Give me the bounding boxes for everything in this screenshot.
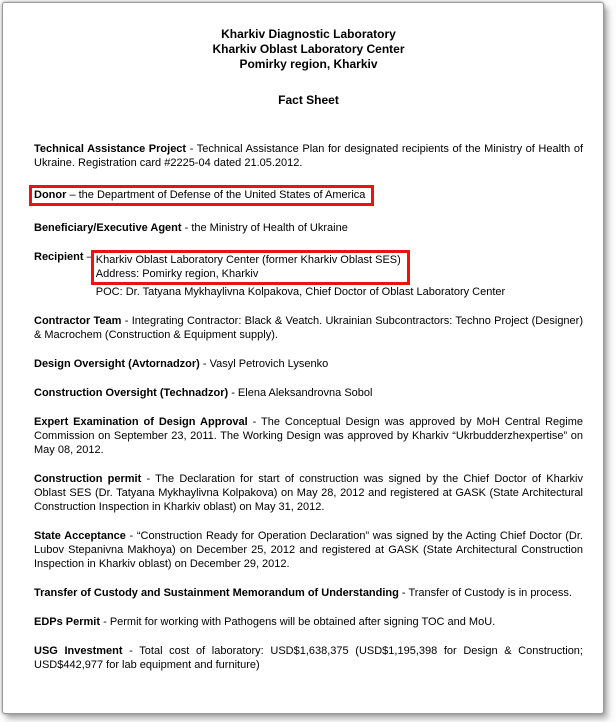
section-construction-oversight [34, 386, 583, 400]
section-separator: – [83, 251, 96, 263]
section-expert-examination [34, 415, 583, 457]
recipient-address: Address: Pomirky region, Kharkiv [95, 268, 259, 280]
recipient-content [96, 250, 583, 299]
section-separator: - [121, 315, 132, 327]
section-label: Expert Examination of Design Approval [34, 416, 248, 428]
section-label-wrap [34, 250, 96, 299]
section-design-oversight [34, 357, 583, 371]
section-text: Transfer of Custody is in process. [408, 587, 572, 599]
section-text: The Declaration for start of construction was signed by the Chief Doctor of Kharkiv Oblast SES (Dr. Tatyana Mykhaylivna Kolpakova) on May 28, 2012 and registered at GASK (State Architectural Construction Inspection in Kharkiv oblast) on May 31, 2012. [34, 473, 583, 513]
highlight-box-recipient [91, 250, 410, 285]
document-title [34, 27, 583, 72]
section-technical-assistance-project [34, 142, 583, 170]
highlight-box-donor [29, 185, 374, 206]
section-text: Technical Assistance Plan for designated recipients of the Ministry of Health of Ukraine. Registration card #2225-04 dated 21.05.2012. [34, 143, 583, 169]
section-separator: - [398, 587, 409, 599]
section-separator: - [125, 530, 137, 542]
section-usg-investment [34, 644, 583, 672]
section-label: EDPs Permit [34, 616, 101, 628]
section-label: Technical Assistance Project [34, 143, 187, 155]
section-separator: - [186, 143, 197, 155]
section-label: State Acceptance [34, 530, 126, 542]
section-label: Design Oversight (Avtornadzor) [34, 358, 200, 370]
section-text: Total cost of laboratory: USD$1,638,375 (USD$1,195,398 for Design & Construction; USD$442,977 for lab equipment and furniture) [34, 645, 583, 671]
title-line-1: Kharkiv Diagnostic Laboratory [221, 27, 396, 41]
section-separator: - [122, 645, 140, 657]
section-text: Permit for working with Pathogens will be obtained after signing TOC and MoU. [109, 616, 496, 628]
title-line-3: Pomirky region, Kharkiv [239, 57, 378, 71]
section-separator: – [66, 189, 79, 201]
document-subtitle: Fact Sheet [278, 93, 339, 107]
section-separator: - [141, 473, 156, 485]
recipient-poc: POC: Dr. Tatyana Mykhaylivna Kolpakova, Chief Doctor of Oblast Laboratory Center [95, 286, 506, 298]
section-text: “Construction Ready for Operation Declaration” was signed by the Acting Chief Doctor (Dr. Lubov Stepanivna Makhoya) on December 25, 2012 and registered at GASK (State Architectural Construction Inspection in Kharkiv oblast) on December 29, 2012. [34, 530, 583, 570]
section-label: USG Investment [34, 645, 123, 657]
section-text: Vasyl Petrovich Lysenko [209, 358, 329, 370]
section-edps-permit [34, 615, 583, 629]
section-separator: - [100, 616, 110, 628]
section-separator: - [247, 416, 262, 428]
recipient-name: Kharkiv Oblast Laboratory Center (former Kharkiv Oblast SES) [95, 254, 401, 266]
section-recipient [34, 250, 583, 299]
section-construction-permit [34, 472, 583, 514]
section-label: Construction permit [34, 473, 142, 485]
section-text: the Department of Defense of the United States of America [78, 189, 366, 201]
section-separator: - [199, 358, 210, 370]
section-label: Beneficiary/Executive Agent [34, 222, 182, 234]
section-donor [34, 185, 583, 206]
section-label: Construction Oversight (Technadzor) [34, 387, 229, 399]
section-text: Elena Aleksandrovna Sobol [237, 387, 373, 399]
section-contractor-team [34, 314, 583, 342]
section-state-acceptance [34, 529, 583, 571]
section-text: Integrating Contractor: Black & Veatch. Ukrainian Subcontractors: Techno Project (Designer) & Macrochem (Construction & Equipment supply). [34, 315, 583, 341]
section-label: Donor [34, 189, 67, 201]
section-label: Contractor Team [34, 315, 122, 327]
section-transfer-of-custody [34, 586, 583, 600]
section-label: Recipient [34, 251, 84, 263]
section-separator: - [181, 222, 192, 234]
title-line-2: Kharkiv Oblast Laboratory Center [212, 42, 405, 56]
document-page [2, 2, 604, 714]
section-label: Transfer of Custody and Sustainment Memorandum of Understanding [34, 587, 399, 599]
section-beneficiary-executive-agent [34, 221, 583, 235]
section-separator: - [228, 387, 238, 399]
section-text: the Ministry of Health of Ukraine [191, 222, 348, 234]
section-text: The Conceptual Design was approved by MoH Central Regime Commission on September 23, 2011. The Working Design was approved by Kharkiv “Ukrbudderzhexpertise” on May 08, 2012. [34, 416, 584, 456]
